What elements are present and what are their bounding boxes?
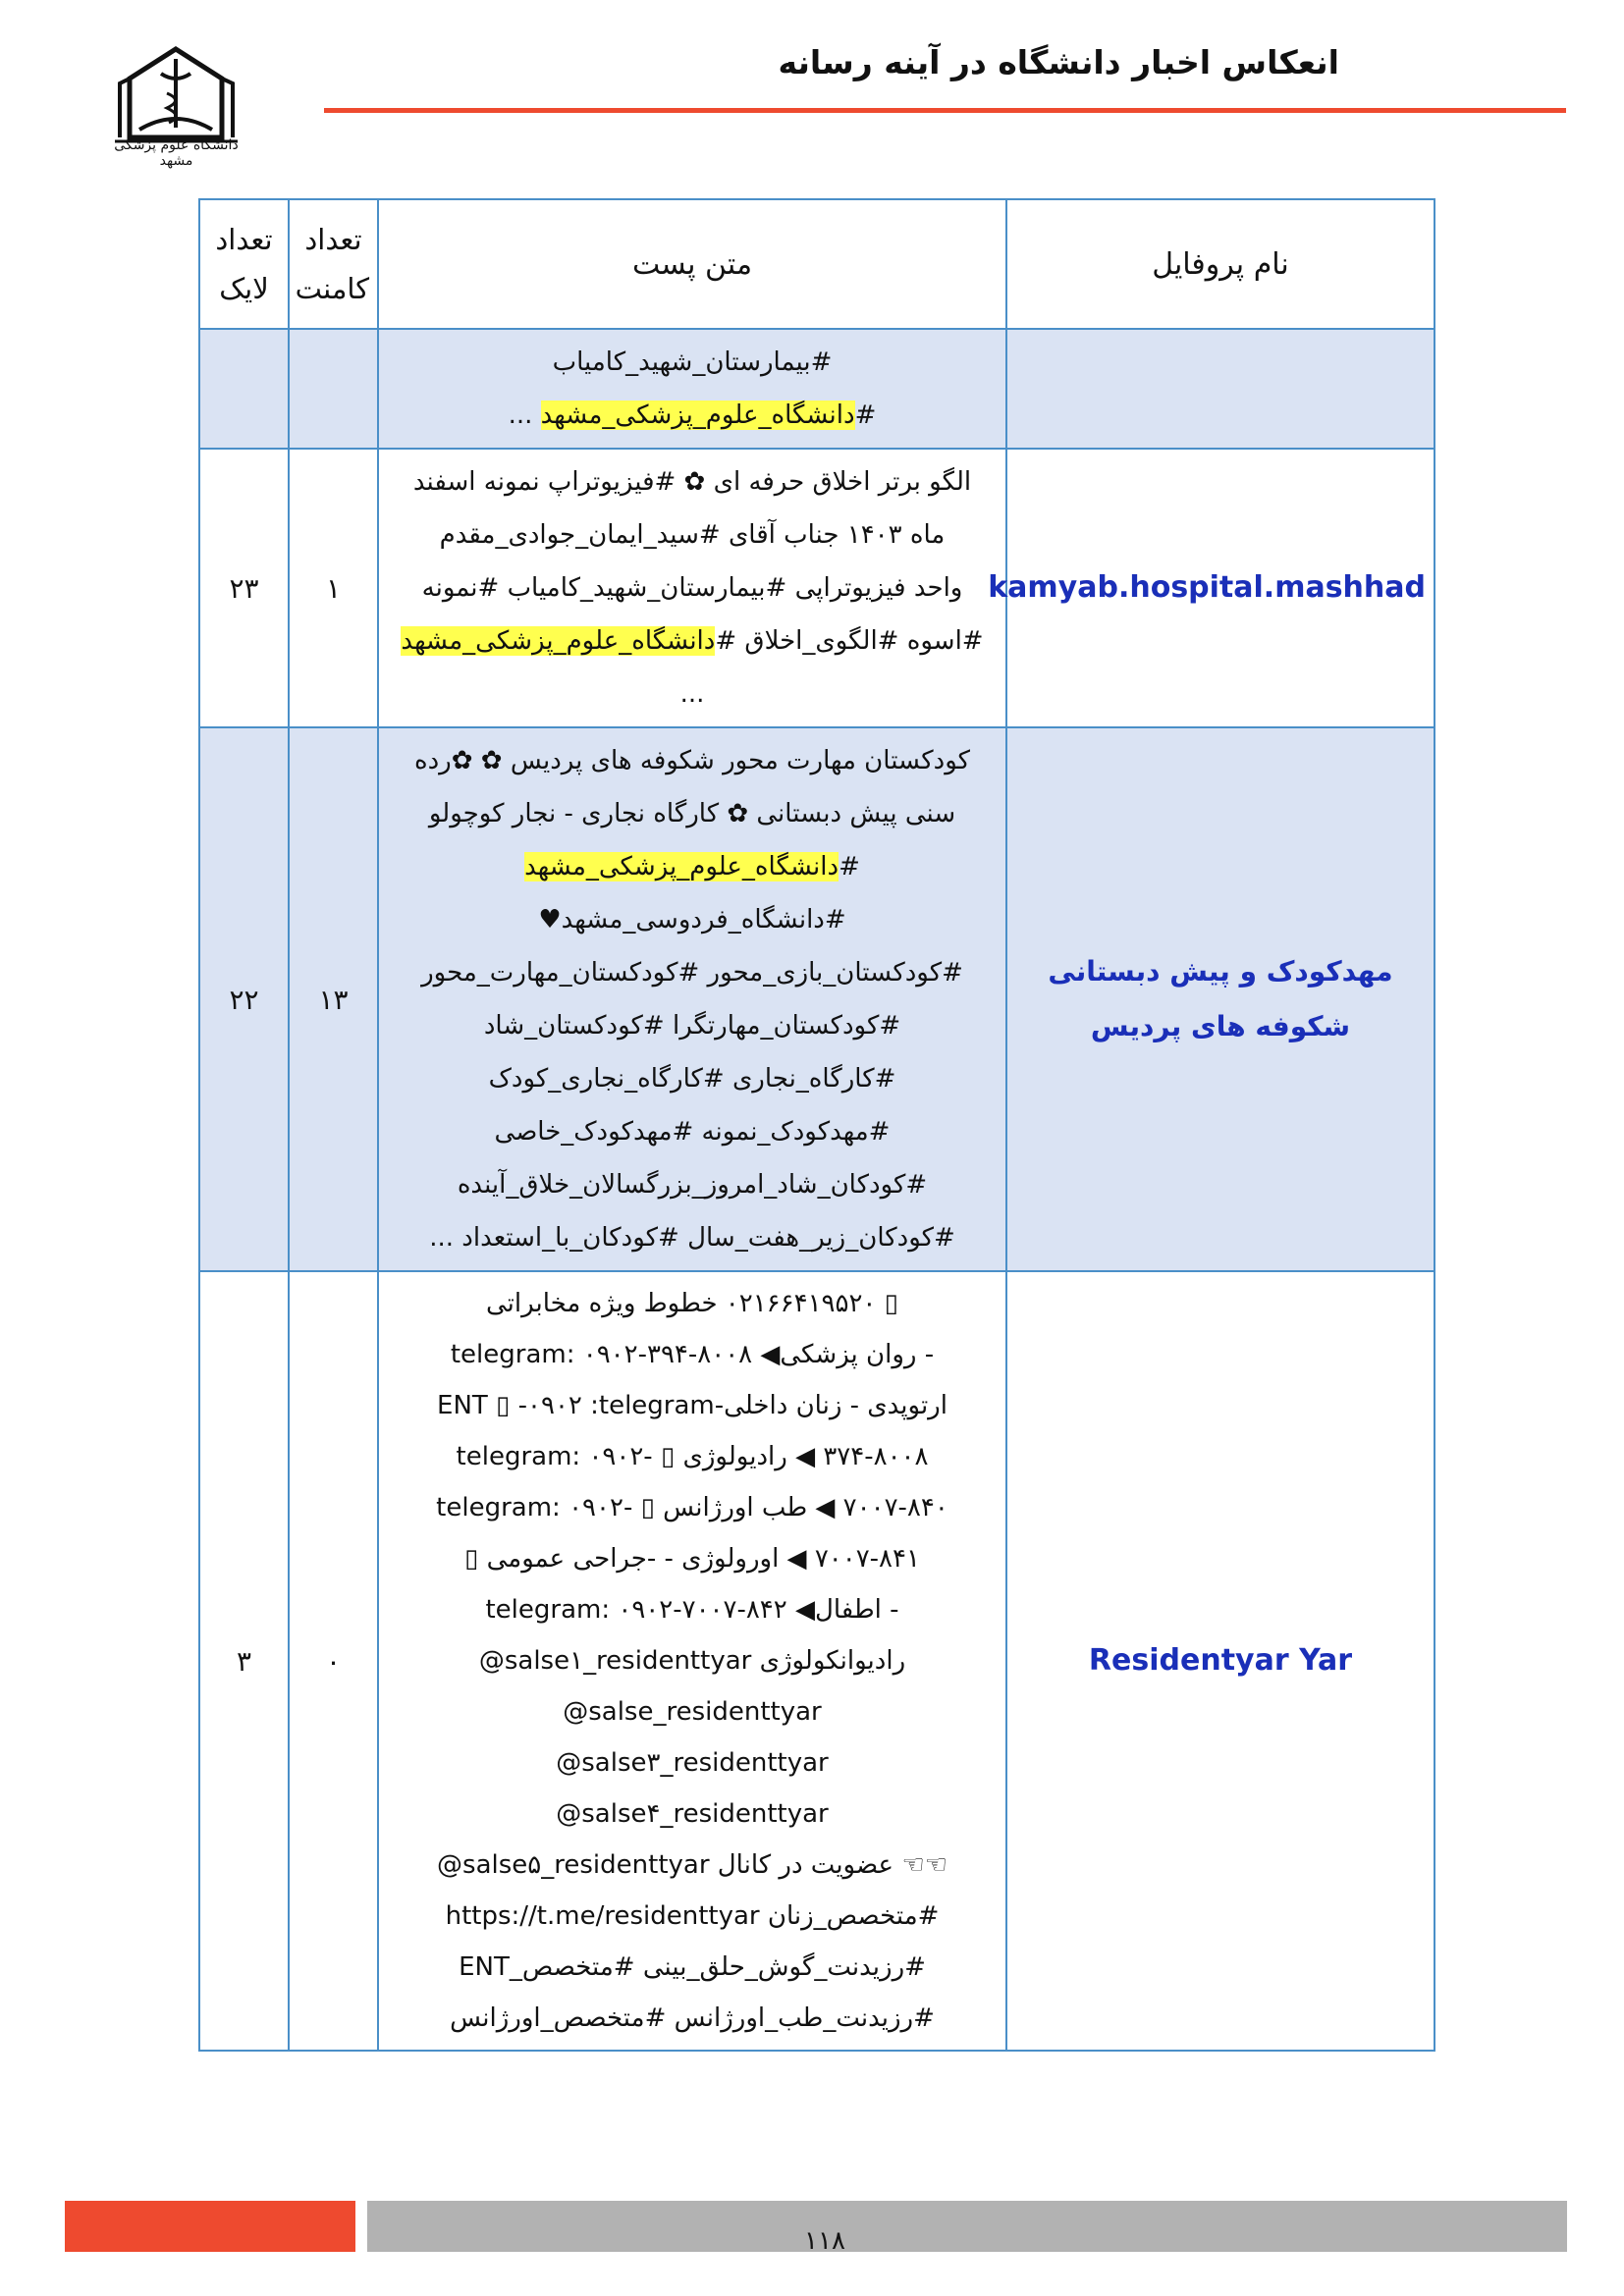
like-count: ۲۳ bbox=[199, 449, 289, 727]
post-line: salse_residenttyar@ bbox=[563, 1697, 822, 1727]
profile-name: Residentyar Yar bbox=[1006, 1271, 1435, 2051]
post-line: #کودکان_زیر_هفت_سال #کودکان_با_استعداد ... bbox=[429, 1223, 955, 1253]
post-line: #مهدکودک_نمونه #مهدکودک_خاصی bbox=[494, 1117, 891, 1147]
post-line: ۳۷۴-۸۰۰۸ ◀ رادیولوژی ▯ -۰۹۰۲ :telegram bbox=[456, 1442, 929, 1471]
social-posts-table bbox=[198, 198, 1435, 2052]
post-line: - روان پزشکی◀ telegram: ۰۹۰۲-۳۹۴-۸۰۰۸ bbox=[450, 1340, 935, 1369]
post-line: کودکستان مهارت محور شکوفه های پردیس ✿ ✿رده bbox=[413, 746, 971, 775]
post-line: salse۳_residenttyar@ bbox=[556, 1748, 829, 1778]
post-line: ارتوپدی - زنان داخلی-ENT ▯ -۰۹۰۲ :telegram bbox=[437, 1391, 947, 1420]
table-row bbox=[199, 1271, 1435, 2051]
header-likes: تعداد لایک bbox=[199, 199, 289, 329]
footer-bar bbox=[367, 2201, 1567, 2252]
post-line: - اطفال◀ telegram: ۰۹۰۲-۷۰۰۷-۸۴۲ bbox=[485, 1595, 899, 1625]
post-line: #رزیدنت_گوش_حلق_بینی #متخصص_ENT bbox=[459, 1952, 926, 1982]
table-header-row bbox=[199, 199, 1435, 329]
post-line: رادیوانکولوژی salse۱_residenttyar@ bbox=[478, 1646, 906, 1676]
post-line: #متخصص_زنان https://t.me/residenttyar bbox=[445, 1901, 940, 1931]
footer-accent-bar bbox=[65, 2201, 355, 2252]
comment-count: ۰ bbox=[289, 1271, 378, 2051]
comment-count bbox=[289, 329, 378, 449]
header-profile: نام پروفایل bbox=[1006, 199, 1435, 329]
post-line: #کارگاه_نجاری #کارگاه_نجاری_کودک bbox=[488, 1064, 896, 1094]
post-line: #بیمارستان_شهید_کامیاب bbox=[552, 347, 833, 377]
comment-count: ۱ bbox=[289, 449, 378, 727]
post-line: #کودکستان_مهارتگرا #کودکستان_شاد bbox=[483, 1011, 901, 1041]
table-row bbox=[199, 329, 1435, 449]
profile-name bbox=[1006, 329, 1435, 449]
post-text bbox=[378, 449, 1006, 727]
post-line: salse۴_residenttyar@ bbox=[556, 1799, 829, 1829]
post-line: #کودکستان_بازی_محور #کودکستان_مهارت_محور bbox=[421, 958, 963, 988]
post-line: ماه ۱۴۰۳ جناب آقای #سید_ایمان_جوادی_مقدم bbox=[439, 520, 946, 550]
profile-name: مهدکودک و پیش دبستانی شکوفه های پردیس bbox=[1006, 727, 1435, 1271]
post-text bbox=[378, 329, 1006, 449]
post-line: #کودکان_شاد_امروز_بزرگسالان_خلاق_آینده bbox=[457, 1170, 928, 1200]
post-line: #دانشگاه_علوم_پزشکی_مشهد bbox=[524, 852, 860, 881]
post-line: #رزیدنت_طب_اورژانس #متخصص_اورژانس bbox=[450, 2003, 935, 2033]
header-comments: تعداد کامنت bbox=[289, 199, 378, 329]
post-line: #اسوه #الگوی_اخلاق #دانشگاه_علوم_پزشکی_مشهد bbox=[401, 626, 984, 656]
comment-count: ۱۳ bbox=[289, 727, 378, 1271]
profile-name: kamyab.hospital.mashhad bbox=[1006, 449, 1435, 727]
post-line: #دانشگاه_فردوسی_مشهد♥ bbox=[538, 905, 846, 934]
page-header-title: انعکاس اخبار دانشگاه در آینه رسانه bbox=[778, 43, 1339, 81]
post-line: واحد فیزیوتراپی #بیمارستان_شهید_کامیاب #نمونه bbox=[421, 573, 963, 603]
page-number: ۱۱۸ bbox=[804, 2226, 845, 2256]
table-row bbox=[199, 449, 1435, 727]
post-line: ۷۰۰۷-۸۴۱ ◀ اورولوژی - -جراحی عمومی ▯ bbox=[464, 1544, 920, 1574]
post-line: الگو برتر اخلاق حرفه ای ✿ #فیزیوتراپ نمونه اسفند bbox=[412, 467, 972, 497]
post-line: #دانشگاه_علوم_پزشکی_مشهد ... bbox=[508, 400, 877, 430]
table-row bbox=[199, 727, 1435, 1271]
like-count: ۳ bbox=[199, 1271, 289, 2051]
post-line: ۷۰۰۷-۸۴۰ ◀ طب اورژانس ▯ -۰۹۰۲ :telegram bbox=[436, 1493, 948, 1522]
logo-caption: دانشگاه علوم پزشکی مشهد bbox=[114, 137, 239, 169]
post-text bbox=[378, 1271, 1006, 2051]
post-line: ... bbox=[679, 679, 705, 709]
post-line: ▯ ۰۲۱۶۶۴۱۹۵۲۰ خطوط ویژه مخابراتی bbox=[486, 1289, 898, 1318]
post-line: ☜☜ عضویت در کانال salse۵_residenttyar@ bbox=[437, 1850, 947, 1880]
like-count: ۲۲ bbox=[199, 727, 289, 1271]
header-post-text: متن پست bbox=[378, 199, 1006, 329]
post-text bbox=[378, 727, 1006, 1271]
like-count bbox=[199, 329, 289, 449]
post-line: سنی پیش دبستانی ✿ کارگاه نجاری - نجار کوچولو bbox=[428, 799, 956, 828]
header-divider bbox=[324, 108, 1566, 113]
